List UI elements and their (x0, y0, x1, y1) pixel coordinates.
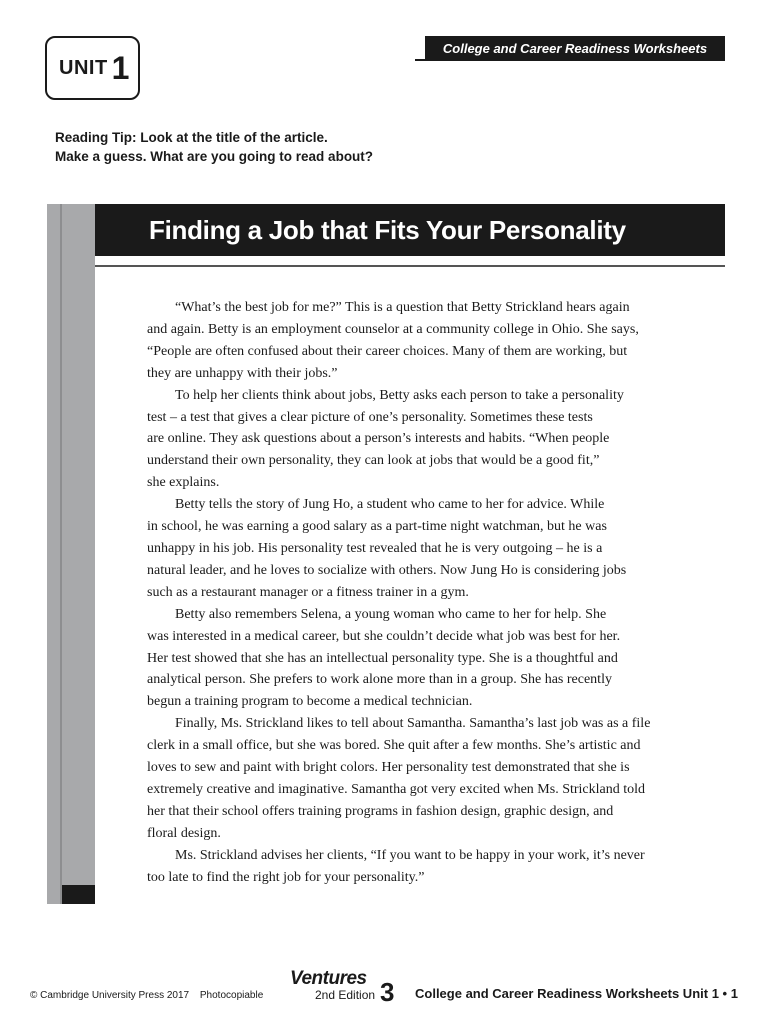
article-line: unhappy in his job. His personality test revealed that he is very outgoing – he is a (147, 540, 603, 556)
article-line: are online. They ask questions about a person’s interests and habits. “When people (147, 431, 610, 447)
article-line: “What’s the best job for me?” This is a question that Betty Strickland hears again (175, 300, 630, 315)
article-line: understand their own personality, they can look at jobs that would be a good fit,” (147, 453, 600, 469)
article-body (147, 297, 692, 888)
article-line: begun a training program to become a medical technician. (147, 694, 473, 710)
side-accent-edge (60, 204, 62, 904)
unit-number: 1 (111, 50, 130, 86)
article-line: Betty also remembers Selena, a young woman who came to her for help. She (175, 606, 607, 622)
article-title: Finding a Job that Fits Your Personality (95, 204, 725, 256)
title-rule (95, 265, 725, 267)
article-line: was interested in a medical career, but she couldn’t decide what job was best for her. (147, 628, 621, 644)
unit-word: UNIT (59, 56, 108, 79)
article-line: To help her clients think about jobs, Betty asks each person to take a personality (175, 387, 624, 403)
header-banner: College and Career Readiness Worksheets (425, 36, 725, 60)
article-line: Betty tells the story of Jung Ho, a student who came to her for advice. While (175, 497, 605, 513)
article-line: test – a test that gives a clear picture of one’s personality. Sometimes these tests (147, 409, 593, 425)
article-line: Her test showed that she has an intellectual personality type. She is a thoughtful and (147, 650, 618, 666)
side-accent-bar (47, 204, 95, 904)
article-line: Ms. Strickland advises her clients, “If you want to be happy in your work, it’s never (175, 847, 645, 863)
copyright-text: © Cambridge University Press 2017 (30, 990, 190, 1001)
footer-left (30, 990, 263, 1001)
logo-word: Ventures (290, 968, 367, 989)
reading-tip-line-2: Make a guess. What are you going to read about? (55, 149, 374, 164)
article-line: she explains. (147, 475, 220, 491)
reading-tip-line-1: Reading Tip: Look at the title of the article. (55, 130, 328, 145)
article-line: extremely creative and imaginative. Samantha got very excited when Ms. Strickland told (147, 781, 646, 797)
article-line: in school, he was earning a good salary as a part-time night watchman, but he was (147, 519, 607, 535)
article-line: too late to find the right job for your personality.” (147, 869, 425, 885)
article-line: they are unhappy with their jobs.” (147, 365, 338, 381)
article-line: analytical person. She prefers to work alone more than in a group. She has recently (147, 672, 612, 688)
ventures-logo (290, 968, 405, 1007)
logo-level: 3 (380, 977, 395, 1007)
article-line: loves to sew and paint with bright colors. Her personality test demonstrated that she is (147, 760, 630, 776)
article-line: floral design. (147, 825, 221, 841)
article-line: Finally, Ms. Strickland likes to tell about Samantha. Samantha’s last job was as a file (175, 716, 651, 732)
unit-badge (45, 36, 140, 100)
article-line: her that their school offers training programs in fashion design, graphic design, and (147, 803, 614, 819)
article-line: “People are often confused about their career choices. Many of them are working, but (147, 343, 628, 359)
reading-tip (55, 128, 655, 166)
article-line: clerk in a small office, but she was bored. She quit after a few months. She’s artistic and (147, 738, 641, 754)
footer-page-info: College and Career Readiness Worksheets Unit 1 • 1 (415, 986, 738, 1001)
article-line: natural leader, and he loves to socialize with others. Now Jung Ho is considering jobs (147, 562, 627, 578)
side-accent-marker (62, 885, 95, 904)
photocopiable-text: Photocopiable (199, 990, 264, 1001)
article-line: and again. Betty is an employment counselor at a community college in Ohio. She says, (147, 321, 639, 337)
article-line: such as a restaurant manager or a fitness trainer in a gym. (147, 584, 469, 600)
logo-edition: 2nd Edition (315, 988, 376, 1002)
